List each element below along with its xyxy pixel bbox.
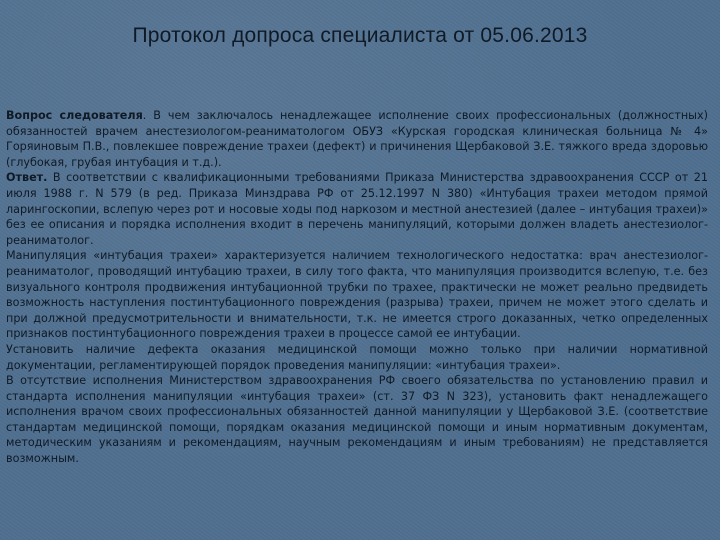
slide-body	[6, 108, 708, 467]
manipulation-paragraph: Манипуляция «интубация трахеи» характеризуется наличием технологического недостатка: врач анестезиолог-реаниматолог, проводящий интубацию трахеи, в силу того факта, что манипуляция производится вслепую, т.е. без визуального контроля продвижения интубационной трубки по трахее, практически не может реально предвидеть возможность наступления постинтубационного повреждения (разрыва) трахеи, причем не может этого сделать и при должной предусмотрительности и внимательности, т.к. не имеется строго доказанных, четко определенных признаков постинтубационного повреждения трахеи в процессе самой ее интубации.	[6, 249, 708, 341]
question-paragraph	[6, 108, 708, 170]
slide-title: Протокол допроса специалиста от 05.06.2013	[132, 24, 588, 47]
question-label: Вопрос следователя	[6, 109, 143, 122]
answer-label: Ответ.	[6, 171, 48, 185]
defect-paragraph: Установить наличие дефекта оказания медицинской помощи можно только при наличии нормативной документации, регламентирующей порядок проведения манипуляции: «интубация трахеи».	[6, 342, 708, 372]
conclusion-paragraph: В отсутствие исполнения Министерством здравоохранения РФ своего обязательства по установлению правил и стандарта исполнения манипуляции «интубация трахеи» (ст. 37 ФЗ N 323), установить факт ненадлежащего исполнения врачом своих профессиональных обязанностей данной манипуляции у Щербаковой З.Е. (соответствие стандартам медицинской помощи, порядкам оказания медицинской помощи и иным нормативным документам, методическим указаниям и рекомендациям, научным рекомендациям и иным требованиям) не представляется возможным.	[6, 374, 708, 466]
answer-text: В соответствии с квалификационными требованиями Приказа Министерства здравоохранения СССР от 21 июля 1988 г. N 579 (в ред. Приказа Минздрава РФ от 25.12.1997 N 380) «Интубация трахеи методом прямой ларингоскопии, вслепую через рот и носовые ходы под наркозом и местной анестезией (далее – интубация трахеи)» без ее описания и порядка исполнения входит в перечень манипуляций, которыми должен владеть анестезиолог-реаниматолог.	[6, 171, 708, 247]
answer-paragraph	[6, 170, 708, 248]
question-text: . В чем заключалось ненадлежащее исполнение своих профессиональных (должностных) обязанностей врачем анестезиологом-реаниматологом ОБУЗ «Курская городская клиническая больница № 4» Горяиновым П.В., повлекшее повреждение трахеи (дефект) и причинения Щербаковой З.Е. тяжкого вреда здоровью (глубокая, грубая интубация и т.д.).	[6, 109, 708, 169]
